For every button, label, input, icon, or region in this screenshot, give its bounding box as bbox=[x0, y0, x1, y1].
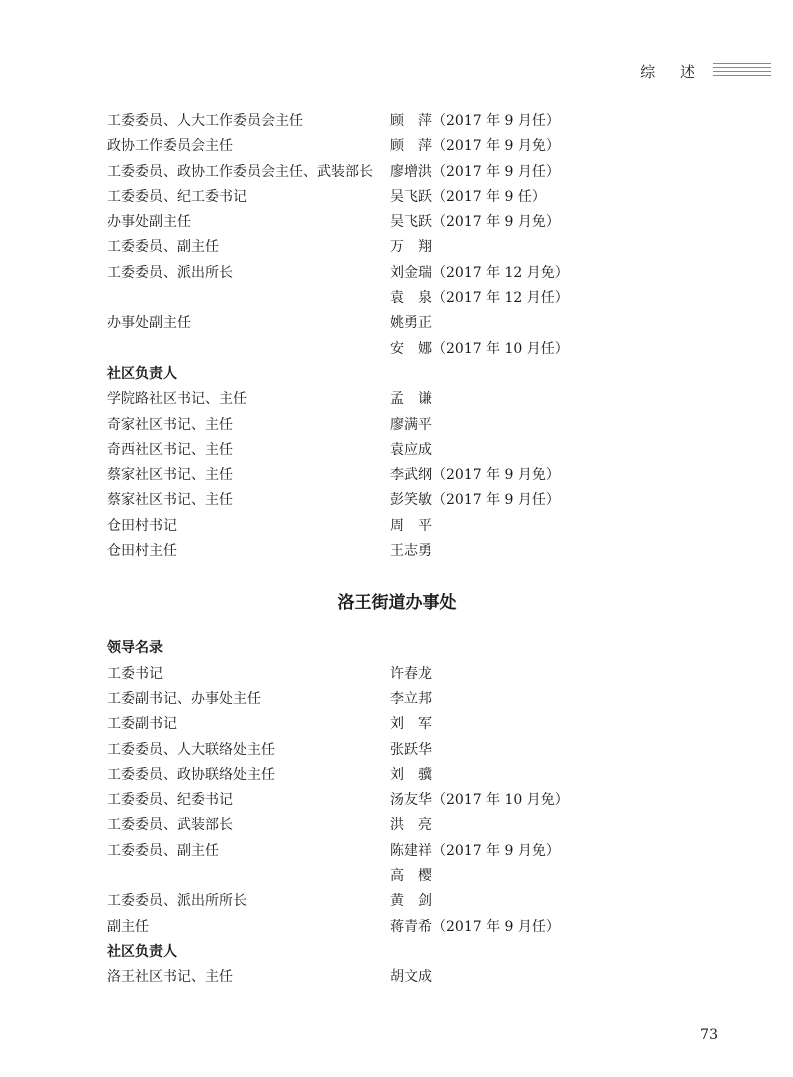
section1-community-list bbox=[107, 387, 747, 564]
position-title: 学院路社区书记、主任 bbox=[107, 391, 247, 408]
person-name: 刘 军 bbox=[390, 716, 432, 733]
person-name: 洪 亮 bbox=[390, 817, 432, 834]
list-item bbox=[107, 763, 747, 788]
position-title: 工委副书记 bbox=[107, 716, 177, 733]
position-title: 政协工作委员会主任 bbox=[107, 138, 233, 155]
position-title: 工委委员、武装部长 bbox=[107, 817, 233, 834]
person-name: 蒋青希（2017 年 9 月任） bbox=[390, 918, 560, 935]
list-item bbox=[107, 337, 747, 362]
header-title: 综 述 bbox=[640, 62, 705, 81]
position-title: 奇西社区书记、主任 bbox=[107, 441, 233, 458]
list-item bbox=[107, 488, 747, 513]
position-title: 仓田村主任 bbox=[107, 543, 177, 560]
list-item bbox=[107, 438, 747, 463]
list-item bbox=[107, 738, 747, 763]
position-title: 奇家社区书记、主任 bbox=[107, 416, 233, 433]
position-title: 工委委员、政协联络处主任 bbox=[107, 766, 275, 783]
list-item bbox=[107, 813, 747, 838]
person-name: 李武纲（2017 年 9 月免） bbox=[390, 467, 560, 484]
position-title: 办事处副主任 bbox=[107, 315, 191, 332]
list-item bbox=[107, 463, 747, 488]
position-title: 蔡家社区书记、主任 bbox=[107, 492, 233, 509]
person-name: 孟 谦 bbox=[390, 391, 432, 408]
list-item bbox=[107, 387, 747, 412]
person-name: 张跃华 bbox=[390, 741, 432, 758]
list-item bbox=[107, 286, 747, 311]
person-name: 胡文成 bbox=[390, 969, 432, 986]
list-item bbox=[107, 965, 747, 990]
person-name: 许春龙 bbox=[390, 665, 432, 682]
list-item bbox=[107, 311, 747, 336]
person-name: 安 娜（2017 年 10 月任） bbox=[390, 340, 569, 357]
section2-community-list bbox=[107, 965, 747, 990]
list-item bbox=[107, 864, 747, 889]
list-item bbox=[107, 134, 747, 159]
position-title: 工委委员、纪委书记 bbox=[107, 792, 233, 809]
list-item bbox=[107, 109, 747, 134]
list-item bbox=[107, 889, 747, 914]
person-name: 袁应成 bbox=[390, 441, 432, 458]
position-title: 工委委员、人大工作委员会主任 bbox=[107, 113, 303, 129]
list-item bbox=[107, 514, 747, 539]
person-name: 顾 萍（2017 年 9 月免） bbox=[390, 138, 560, 155]
position-title: 副主任 bbox=[107, 918, 149, 935]
position-title: 办事处副主任 bbox=[107, 214, 191, 231]
position-title: 工委委员、派出所长 bbox=[107, 264, 233, 281]
list-item bbox=[107, 210, 747, 235]
position-title: 蔡家社区书记、主任 bbox=[107, 467, 233, 484]
running-header bbox=[640, 60, 771, 82]
list-item bbox=[107, 160, 747, 185]
person-name: 吴飞跃（2017 年 9 月免） bbox=[390, 214, 560, 231]
section1-community-heading: 社区负责人 bbox=[107, 365, 177, 382]
position-title: 工委书记 bbox=[107, 665, 163, 682]
person-name: 李立邦 bbox=[390, 690, 432, 707]
list-item bbox=[107, 413, 747, 438]
position-title: 工委副书记、办事处主任 bbox=[107, 690, 261, 707]
person-name: 刘 骥 bbox=[390, 766, 432, 783]
list-item bbox=[107, 839, 747, 864]
person-name: 彭笑敏（2017 年 9 月任） bbox=[390, 492, 560, 509]
list-item bbox=[107, 185, 747, 210]
page-number: 73 bbox=[700, 1027, 718, 1043]
person-name: 姚勇正 bbox=[390, 315, 432, 332]
list-item bbox=[107, 539, 747, 564]
section2-leader-list bbox=[107, 662, 747, 940]
person-name: 袁 泉（2017 年 12 月任） bbox=[390, 290, 569, 307]
person-name: 陈建祥（2017 年 9 月免） bbox=[390, 842, 560, 859]
section2-leaders-heading: 领导名录 bbox=[107, 640, 163, 657]
person-name: 刘金瑞（2017 年 12 月免） bbox=[390, 264, 569, 281]
section2-community-heading: 社区负责人 bbox=[107, 943, 177, 960]
section1-leader-list bbox=[107, 109, 747, 362]
person-name: 周 平 bbox=[390, 517, 432, 534]
person-name: 王志勇 bbox=[390, 543, 432, 560]
person-name: 高 樱 bbox=[390, 868, 432, 885]
position-title: 工委委员、副主任 bbox=[107, 239, 219, 256]
person-name: 廖满平 bbox=[390, 416, 432, 433]
position-title: 仓田村书记 bbox=[107, 517, 177, 534]
list-item bbox=[107, 915, 747, 940]
list-item bbox=[107, 235, 747, 260]
section2-title: 洛王街道办事处 bbox=[337, 593, 457, 614]
person-name: 顾 萍（2017 年 9 月任） bbox=[390, 113, 560, 129]
person-name: 黄 剑 bbox=[390, 893, 432, 910]
position-title: 洛王社区书记、主任 bbox=[107, 969, 233, 986]
list-item bbox=[107, 687, 747, 712]
page-content bbox=[107, 109, 747, 991]
list-item bbox=[107, 788, 747, 813]
position-title: 工委委员、人大联络处主任 bbox=[107, 741, 275, 758]
list-item bbox=[107, 712, 747, 737]
position-title: 工委委员、派出所所长 bbox=[107, 893, 247, 910]
position-title: 工委委员、纪工委书记 bbox=[107, 188, 247, 205]
header-lines-decoration bbox=[713, 63, 771, 79]
person-name: 万 翔 bbox=[390, 239, 432, 256]
list-item bbox=[107, 662, 747, 687]
list-item bbox=[107, 261, 747, 286]
position-title: 工委委员、副主任 bbox=[107, 842, 219, 859]
person-name: 吴飞跃（2017 年 9 任） bbox=[390, 188, 546, 205]
position-title: 工委委员、政协工作委员会主任、武装部长 bbox=[107, 163, 373, 180]
person-name: 廖增洪（2017 年 9 月任） bbox=[390, 163, 560, 180]
person-name: 汤友华（2017 年 10 月免） bbox=[390, 792, 569, 809]
